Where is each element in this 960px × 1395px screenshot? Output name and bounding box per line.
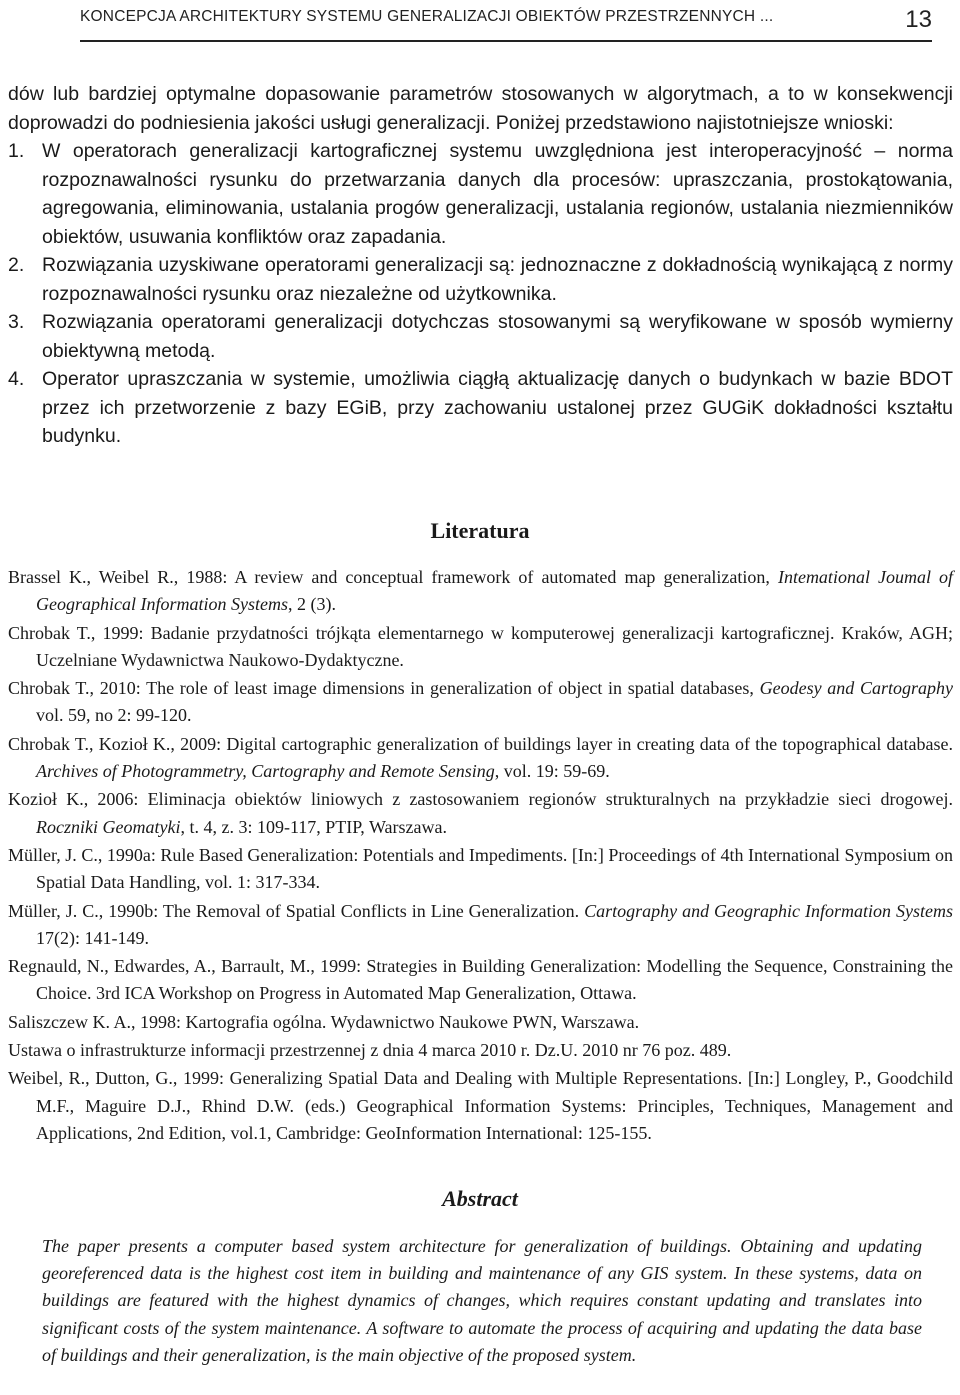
conclusion-item xyxy=(8,308,953,365)
reference-item: Regnauld, N., Edwardes, A., Barrault, M., 1999: Strategies in Building Generalization: Modelling the Sequence, Constraining the Choice. 3rd ICA Workshop on Progress in Automated Map Generalization, Ottawa. xyxy=(8,956,953,1004)
page-number: 13 xyxy=(905,6,932,33)
references-list xyxy=(8,564,953,1148)
literature-heading: Literatura xyxy=(430,518,530,543)
intro-paragraph: dów lub bardziej optymalne dopasowanie parametrów stosowanych w algorytmach, a to w konsekwencji doprowadzi do podniesienia jakości usługi generalizacji. Poniżej przedstawiono najistotniejsze wnioski: xyxy=(8,83,953,134)
reference-item: Saliszczew K. A., 1998: Kartografia ogólna. Wydawnictwo Naukowe PWN, Warszawa. xyxy=(8,1011,640,1032)
body-text xyxy=(8,80,953,451)
reference-item: Ustawa o infrastrukturze informacji przestrzennej z dnia 4 marca 2010 r. Dz.U. 2010 nr 76 poz. 489. xyxy=(8,1040,732,1061)
abstract-heading: Abstract xyxy=(442,1186,518,1211)
reference-item: Müller, J. C., 1990a: Rule Based Generalization: Potentials and Impediments. [In:] Proceedings of 4th International Symposium on Spatial Data Handling, vol. 1: 317-334. xyxy=(8,844,953,893)
conclusion-number: 4. xyxy=(8,368,25,390)
reference-item: Chrobak T., Kozioł K., 2009: Digital cartographic generalization of buildings layer in creating data of the topographical database. Archives of Photogrammetry, Cartography and Remote Sensing, vol. 19: 59-69. xyxy=(8,733,953,782)
conclusion-number: 1. xyxy=(8,140,25,162)
conclusion-item xyxy=(8,137,953,251)
reference-item: Chrobak T., 1999: Badanie przydatności trójkąta elementarnego w komputerowej generalizacji kartograficznej. Kraków, AGH; Uczelniane Wydawnictwa Naukowo-Dydaktyczne. xyxy=(8,622,953,670)
conclusion-text: Operator upraszczania w systemie, umożliwia ciągłą aktualizację danych o budynkach w bazie BDOT przez ich przetworzenie z bazy EGiB, przy zachowaniu ustalonej przez GUGiK dokładności kształtu budynku. xyxy=(42,368,953,447)
conclusion-item xyxy=(8,365,953,451)
abstract-text: The paper presents a computer based system architecture for generalization of buildings. Obtaining and updating georeferenced data is the highest cost item in building and maintenance of any GIS system. In these systems, data on buildings are featured with the highest dynamics of changes, which requires constant updating and translates into significant costs of the system maintenance. A software to automate the process of acquiring and updating the data base of buildings and their generalization, is the main objective of the proposed system. xyxy=(42,1236,922,1365)
conclusions-list xyxy=(8,137,953,451)
conclusion-text: Rozwiązania operatorami generalizacji dotychczas stosowanymi są weryfikowane w sposób wymierny obiektywną metodą. xyxy=(42,311,953,362)
conclusion-number: 3. xyxy=(8,311,25,333)
reference-item: Müller, J. C., 1990b: The Removal of Spatial Conflicts in Line Generalization. Cartography and Geographic Information Systems 17(2): 141-149. xyxy=(8,900,953,948)
conclusion-text: W operatorach generalizacji kartograficznej systemu uwzględniona jest interoperacyjność – norma rozpoznawalności rysunku do przetwarzania danych dla procesów: upraszczania, prostokątowania, agregowania, eliminowania, ustalania progów generalizacji, ustalania regionów, ustalania niezmienników obiektów, usuwania konfliktów oraz zapadania. xyxy=(42,140,953,248)
conclusion-item xyxy=(8,251,953,308)
reference-item: Weibel, R., Dutton, G., 1999: Generalizing Spatial Data and Dealing with Multiple Representations. [In:] Longley, P., Goodchild M.F., Maguire D.J., Rhind D.W. (eds.) Geographical Information Systems: Principles, Techniques, Management and Applications, 2nd Edition, vol.1, Cambridge: GeoInformation International: 125-155. xyxy=(8,1068,953,1143)
running-title: KONCEPCJA ARCHITEKTURY SYSTEMU GENERALIZACJI OBIEKTÓW PRZESTRZENNYCH ... xyxy=(80,8,774,25)
conclusion-number: 2. xyxy=(8,254,25,276)
reference-item: Kozioł K., 2006: Eliminacja obiektów liniowych z zastosowaniem regionów strukturalnych na przykładzie sieci drogowej. Roczniki Geomatyki, t. 4, z. 3: 109-117, PTIP, Warszawa. xyxy=(8,789,953,837)
conclusion-text: Rozwiązania uzyskiwane operatorami generalizacji są: jednoznaczne z dokładnością wynikającą z normy rozpoznawalności rysunku oraz niezależne od użytkownika. xyxy=(42,254,953,305)
reference-item: Brassel K., Weibel R., 1988: A review and conceptual framework of automated map generalization, Intemational Joumal of Geographical Information Systems, 2 (3). xyxy=(8,567,953,615)
running-header xyxy=(80,6,932,42)
reference-item: Chrobak T., 2010: The role of least image dimensions in generalization of object in spatial databases, Geodesy and Cartography vol. 59, no 2: 99-120. xyxy=(8,678,953,726)
